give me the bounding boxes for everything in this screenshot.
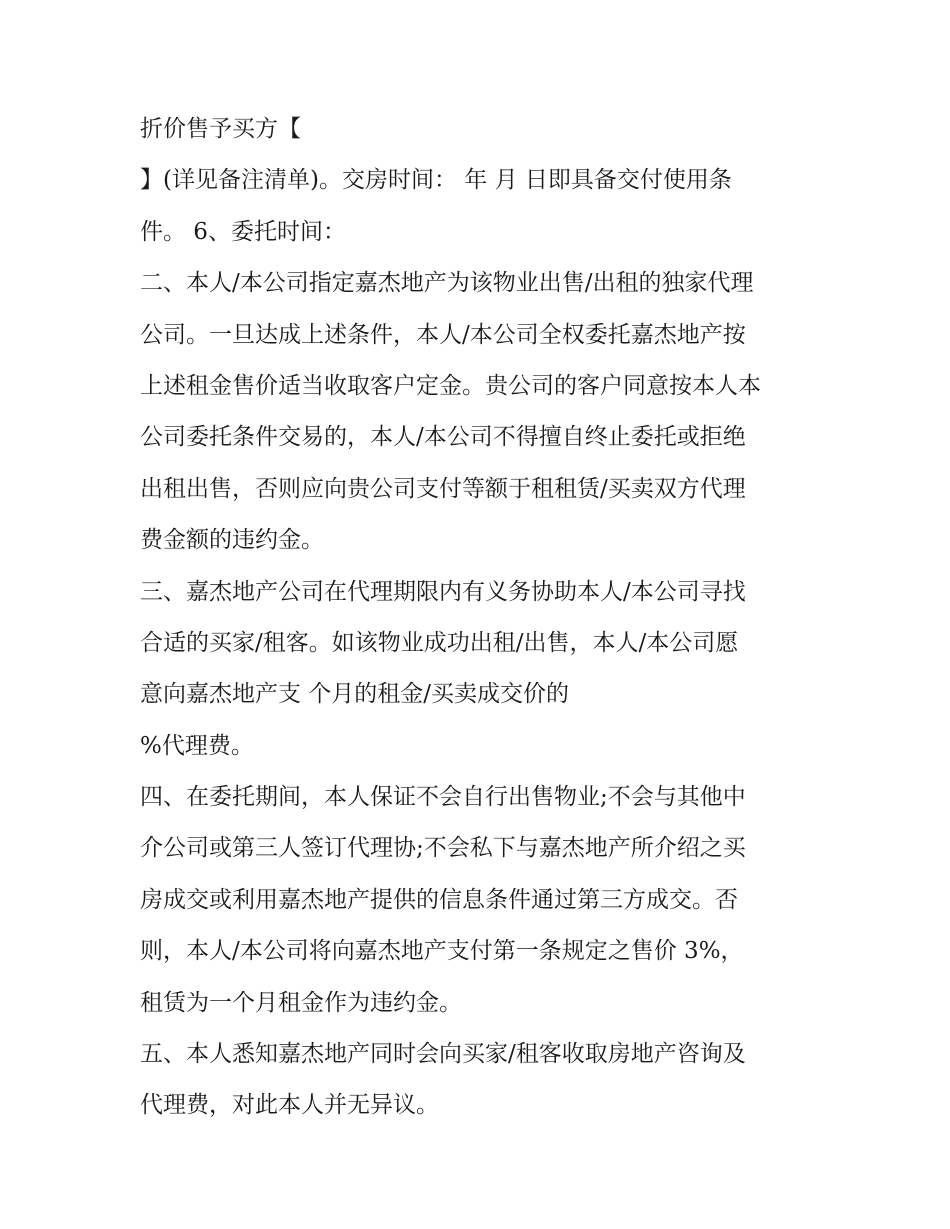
clause-3-line: 意向嘉杰地产支 个月的租金/买卖成交价的 [140,681,570,708]
body-line: 件。 6、委托时间： [140,218,346,245]
clause-2-line: 费金额的违约金。 [140,527,324,554]
document-body [140,104,820,1132]
body-line: 折价售予买方【 [140,116,301,142]
body-line: 】(详见备注清单)。交房时间： 年 月 日即具备交付使用条 [140,167,732,194]
clause-5-line: 代理费，对此本人并无异议。 [140,1092,439,1119]
clause-2-line: 二、本人/本公司指定嘉杰地产为该物业出售/出租的独家代理 [140,270,754,297]
clause-2-line: 公司委托条件交易的，本人/本公司不得擅自终止委托或拒绝 [140,424,746,451]
clause-4-line: 房成交或利用嘉杰地产提供的信息条件通过第三方成交。否 [140,886,738,913]
clause-2-line: 公司。一旦达成上述条件，本人/本公司全权委托嘉杰地产按 [140,321,746,348]
clause-3-line: 三、嘉杰地产公司在代理期限内有义务协助本人/本公司寻找 [140,578,746,605]
clause-5-line: 五、本人悉知嘉杰地产同时会向买家/租客收取房地产咨询及 [140,1041,746,1068]
clause-3-line: %代理费。 [140,732,254,759]
clause-4-line: 四、在委托期间，本人保证不会自行出售物业;不会与其他中 [140,784,746,811]
clause-4-line: 则，本人/本公司将向嘉杰地产支付第一条规定之售价 3%， [140,938,744,965]
clause-2-line: 上述租金售价适当收取客户定金。贵公司的客户同意按本人本 [140,372,761,399]
clause-2-line: 出租出售，否则应向贵公司支付等额于租租赁/买卖双方代理 [140,475,746,502]
clause-3-line: 合适的买家/租客。如该物业成功出租/出售，本人/本公司愿 [140,629,739,656]
clause-4-line: 租赁为一个月租金作为违约金。 [140,989,462,1016]
clause-4-line: 介公司或第三人签订代理协;不会私下与嘉杰地产所介绍之买 [140,835,746,862]
